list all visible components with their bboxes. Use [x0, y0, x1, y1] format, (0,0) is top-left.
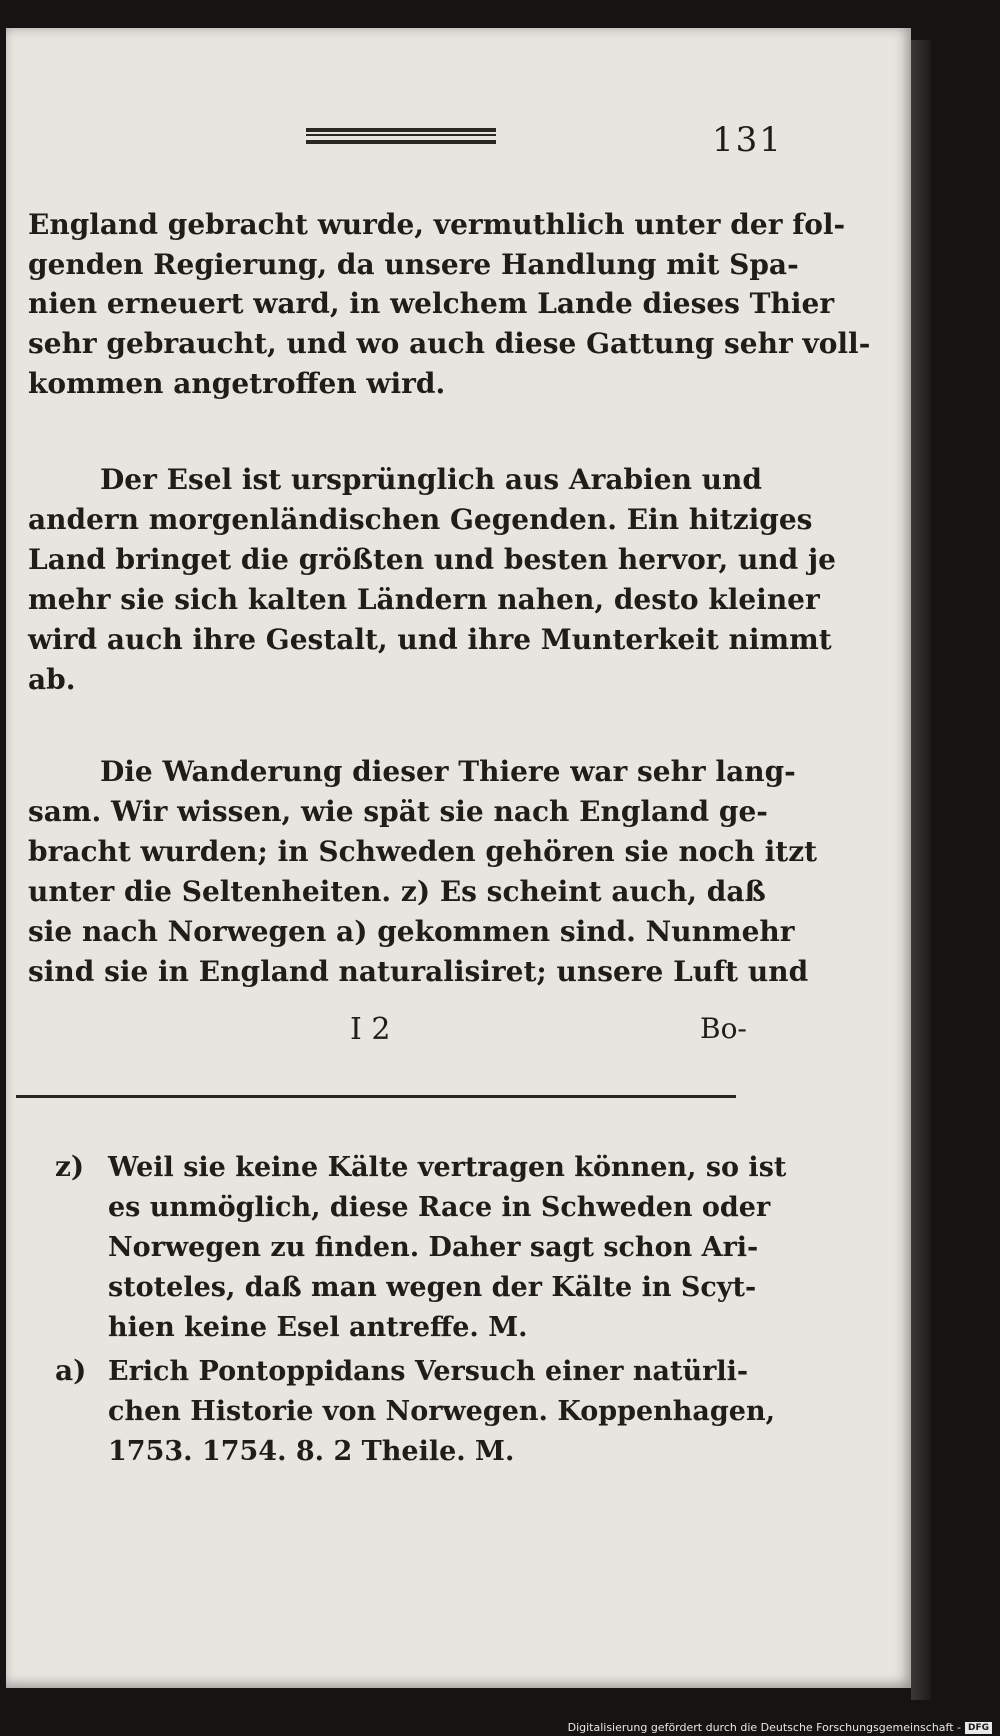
footnote-line: chen Historie von Norwegen. Koppenhagen, — [108, 1396, 775, 1427]
main-text-line: Land bringet die größten und besten hervor, und je — [28, 543, 836, 576]
main-text-line: sam. Wir wissen, wie spät sie nach England ge- — [28, 795, 768, 828]
credit-text: Digitalisierung gefördert durch die Deutsche Forschungsgemeinschaft - — [567, 1721, 961, 1734]
main-text-line: andern morgenländischen Gegenden. Ein hitziges — [28, 503, 813, 536]
page-number: 131 — [712, 120, 783, 160]
digitization-credit — [568, 1721, 992, 1734]
main-text-line: ab. — [28, 663, 76, 696]
main-text-line: nien erneuert ward, in welchem Lande dieses Thier — [28, 287, 835, 320]
main-text-line: sehr gebraucht, und wo auch diese Gattung sehr voll- — [28, 327, 871, 360]
main-text-line: genden Regierung, da unsere Handlung mit Spa- — [28, 248, 799, 281]
footnote-line: 1753. 1754. 8. 2 Theile. M. — [108, 1436, 515, 1467]
main-text-line: sind sie in England naturalisiret; unsere Luft und — [28, 955, 809, 988]
signature-mark: I 2 — [350, 1012, 391, 1047]
dfg-logo: DFG — [965, 1722, 992, 1734]
main-text-line: sie nach Norwegen a) gekommen sind. Nunmehr — [28, 915, 795, 948]
header-ornament-rule — [306, 128, 496, 144]
main-text-line: wird auch ihre Gestalt, und ihre Munterkeit nimmt — [28, 623, 832, 656]
page-edge — [911, 40, 931, 1700]
footnote-marker: a) — [55, 1354, 87, 1387]
main-text-line: bracht wurden; in Schweden gehören sie noch itzt — [28, 835, 818, 868]
catchword: Bo- — [700, 1012, 747, 1045]
main-text-line: mehr sie sich kalten Ländern nahen, desto kleiner — [28, 583, 820, 616]
main-text-line: England gebracht wurde, vermuthlich unter der fol- — [28, 208, 846, 241]
footnote-line: Norwegen zu finden. Daher sagt schon Ari- — [108, 1232, 759, 1263]
main-text-line: kommen angetroffen wird. — [28, 367, 446, 400]
footnote-line: hien keine Esel antreffe. M. — [108, 1312, 528, 1343]
footnote-marker: z) — [55, 1150, 85, 1183]
footnote-line: stoteles, daß man wegen der Kälte in Scyt- — [108, 1272, 757, 1303]
footnote-line: es unmöglich, diese Race in Schweden oder — [108, 1192, 771, 1223]
main-text-line: Der Esel ist ursprünglich aus Arabien und — [100, 463, 762, 496]
main-text-line: unter die Seltenheiten. z) Es scheint auch, daß — [28, 875, 766, 908]
footnote-divider — [16, 1095, 736, 1098]
footnote-line: Erich Pontoppidans Versuch einer natürli- — [108, 1356, 749, 1387]
main-text-line: Die Wanderung dieser Thiere war sehr lang- — [100, 755, 796, 788]
footnote-line: Weil sie keine Kälte vertragen können, so ist — [108, 1152, 787, 1183]
